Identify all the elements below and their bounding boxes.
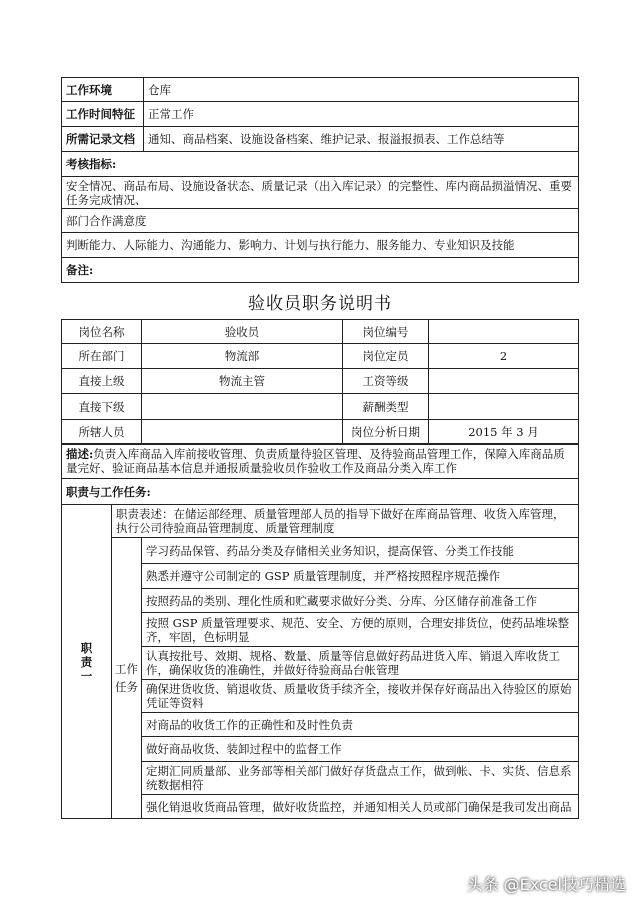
analysis-date-label: 岗位分析日期 (343, 420, 429, 445)
work-env-value: 仓库 (144, 78, 579, 102)
remarks-label: 备注: (62, 258, 579, 283)
quota-label: 岗位定员 (343, 344, 429, 369)
wage-value (429, 369, 579, 394)
dept-label: 所在部门 (62, 344, 142, 369)
watermark: 头条 @Excel技巧精选 (466, 875, 626, 894)
subordinate-label: 直接下级 (62, 394, 142, 420)
description-text: 负责入库商品入库前接收管理、负责质量待验区管理、及待验商品管理工作，保障入库商品质量完好、验证商品基本信息并通报质量验收员作验收工作及商品分类入库工作 (66, 447, 565, 475)
assessment-label: 考核指标: (62, 152, 579, 177)
task-item: 确保进货收货、销退收货、质量收货手续齐全，接收并保存好商品出入待验区的原始凭证等资料 (142, 680, 579, 713)
salary-label: 薪酬类型 (343, 394, 429, 420)
task-item: 学习药品保管、药品分类及存储相关业务知识，提高保管、分类工作技能 (142, 538, 579, 564)
post-name-value: 验收员 (142, 320, 343, 344)
task-item: 定期汇同质量部、业务部等相关部门做好存货盘点工作，做到帐、卡、实货、信息系统数据相符 (142, 762, 579, 795)
task-item: 按照药品的类别、理化性质和贮藏要求做好分类、分库、分区储存前准备工作 (142, 589, 579, 613)
superior-value: 物流主管 (142, 369, 343, 394)
superior-label: 直接上级 (62, 369, 142, 394)
continuation-table (61, 77, 579, 283)
task-item: 强化销退收货商品管理，做好收货监控，并通知相关人员或部门确保是我司发出商品 (142, 795, 579, 819)
assessment-item: 部门合作满意度 (62, 209, 579, 233)
duty-statement: 职责表述：在储运部经理、质量管理部人员的指导下做好在库商品管理、收货入库管理，执行公司待验商品管理制度、质量管理制度 (112, 505, 579, 538)
task-item: 做好商品收货、装卸过程中的监督工作 (142, 737, 579, 762)
job-info-table (61, 319, 579, 445)
document-title: 验收员职务说明书 (248, 294, 392, 314)
quota-value: 2 (429, 344, 579, 369)
dept-value: 物流部 (142, 344, 343, 369)
task-item: 按照 GSP 质量管理要求、规范、安全、方便的原则，合理安排货位，使药品堆垛整齐，牢固，色标明显 (142, 613, 579, 647)
work-time-value: 正常工作 (144, 102, 579, 127)
salary-value (429, 394, 579, 420)
records-label: 所需记录文档 (62, 127, 144, 152)
task-item: 对商品的收货工作的正确性和及时性负责 (142, 713, 579, 737)
staff-label: 所辖人员 (62, 420, 142, 445)
staff-value (142, 420, 343, 445)
assessment-item: 判断能力、人际能力、沟通能力、影响力、计划与执行能力、服务能力、专业知识及技能 (62, 233, 579, 258)
description-cell (62, 444, 579, 479)
task-item: 认真按批号、效期、规格、数量、质量等信息做好药品进货入库、销退入库收货工作，确保收货的准确性，并做好待验商品台帐管理 (142, 647, 579, 680)
description-label: 描述: (66, 447, 94, 461)
duties-table (61, 443, 579, 819)
post-name-label: 岗位名称 (62, 320, 142, 344)
duty-one-label: 职 责 一 (62, 505, 112, 819)
work-time-label: 工作时间特征 (62, 102, 144, 127)
records-value: 通知、商品档案、设施设备档案、维护记录、报溢报损表、工作总结等 (144, 127, 579, 152)
tasks-label: 工作 任务 (112, 538, 142, 819)
post-no-value (429, 320, 579, 344)
subordinate-value (142, 394, 343, 420)
work-env-label: 工作环境 (62, 78, 144, 102)
post-no-label: 岗位编号 (343, 320, 429, 344)
analysis-date-value: 2015 年 3 月 (429, 420, 579, 445)
duties-header: 职责与工作任务: (62, 479, 579, 505)
task-item: 熟悉并遵守公司制定的 GSP 质量管理制度，并严格按照程序规范操作 (142, 564, 579, 589)
assessment-item: 安全情况、商品布局、设施设备状态、质量记录（出入库记录）的完整性、库内商品损溢情况、重要任务完成情况、 (62, 177, 579, 209)
wage-label: 工资等级 (343, 369, 429, 394)
